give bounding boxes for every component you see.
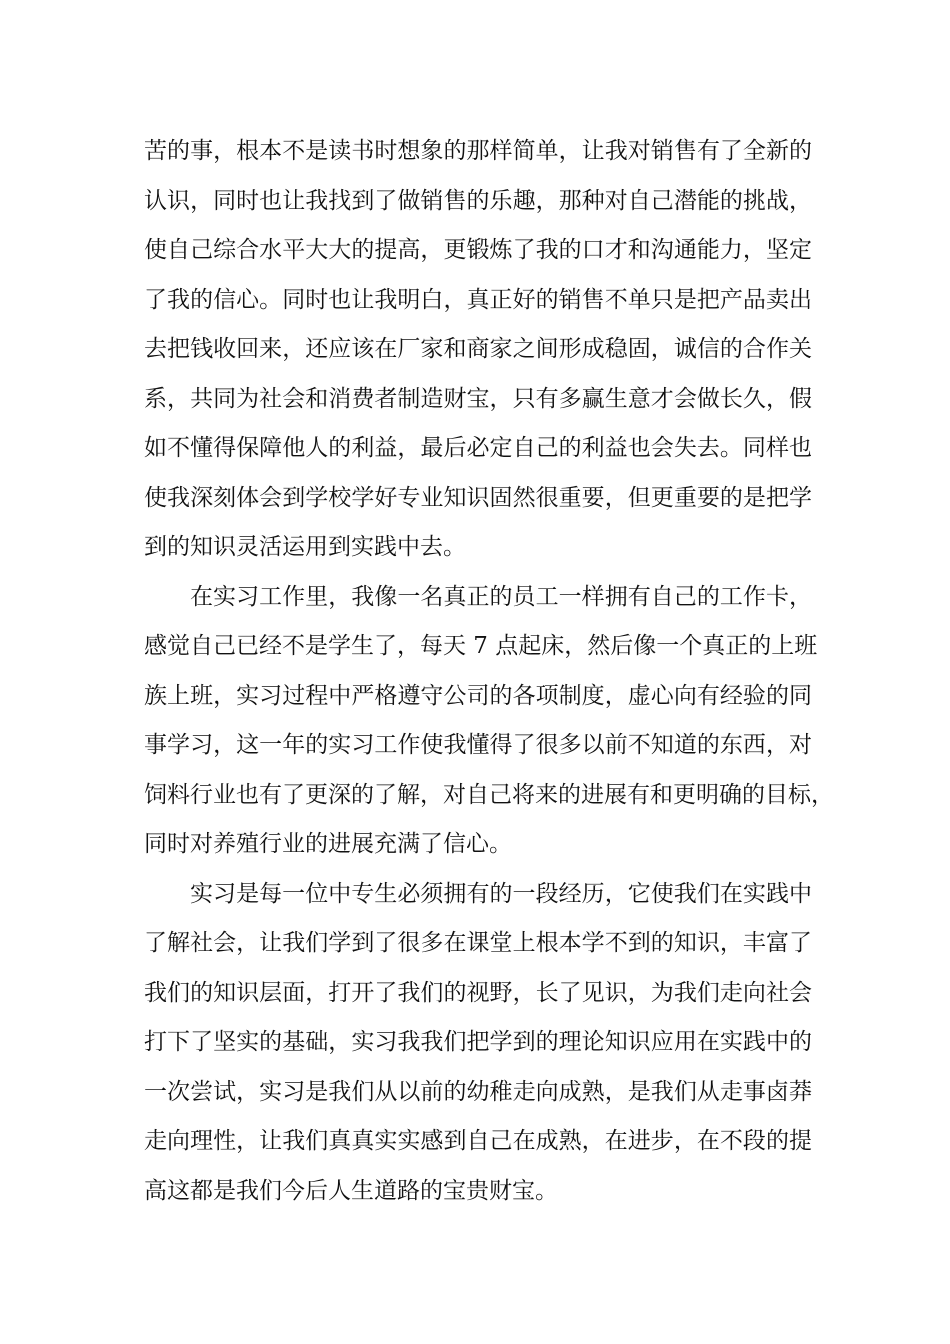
paragraph-3 — [144, 870, 812, 1217]
paragraph-line: 了解社会，让我们学到了很多在课堂上根本学不到的知识，丰富了 — [144, 930, 812, 956]
paragraph-2 — [144, 573, 834, 870]
paragraph-line: 实习是每一位中专生必须拥有的一段经历，它使我们在实践中 — [190, 880, 812, 907]
paragraph-line: 高这都是我们今后人生道路的宝贵财宝。 — [144, 1177, 558, 1204]
paragraph-line: 我们的知识层面，打开了我们的视野，长了见识，为我们走向社会 — [144, 979, 812, 1006]
paragraph-line: 族上班，实习过程中严格遵守公司的各项制度，虚心向有经验的同 — [144, 682, 812, 709]
paragraph-1 — [144, 127, 812, 573]
paragraph-line: 饲料行业也有了更深的了解，对自己将来的进展有和更明确的目标， — [144, 781, 834, 808]
paragraph-line: 事学习，这一年的实习工作使我懂得了很多以前不知道的东西，对 — [144, 732, 812, 758]
paragraph-line: 了我的信心。同时也让我明白，真正好的销售不单只是把产品卖出 — [144, 286, 812, 313]
paragraph-line: 系，共同为社会和消费者制造财宝，只有多赢生意才会做长久，假 — [144, 385, 812, 412]
paragraph-line: 如不懂得保障他人的利益，最后必定自己的利益也会失去。同样也 — [144, 435, 812, 461]
paragraph-line: 感觉自己已经不是学生了，每天 7 点起床，然后像一个真正的上班 — [144, 633, 818, 659]
paragraph-line: 认识，同时也让我找到了做销售的乐趣，那种对自己潜能的挑战， — [144, 187, 812, 214]
paragraph-line: 走向理性，让我们真真实实感到自己在成熟，在进步，在不段的提 — [144, 1128, 812, 1154]
document-body — [144, 127, 834, 1216]
paragraph-line: 打下了坚实的基础，实习我我们把学到的理论知识应用在实践中的 — [144, 1029, 812, 1055]
paragraph-line: 同时对养殖行业的进展充满了信心。 — [144, 831, 512, 857]
paragraph-line: 在实习工作里，我像一名真正的员工一样拥有自己的工作卡， — [190, 583, 812, 610]
paragraph-line: 苦的事，根本不是读书时想象的那样简单，让我对销售有了全新的 — [144, 138, 812, 164]
paragraph-line: 使自己综合水平大大的提高，更锻炼了我的口才和沟通能力，坚定 — [144, 237, 812, 263]
paragraph-line: 到的知识灵活运用到实践中去。 — [144, 534, 466, 560]
paragraph-line: 去把钱收回来，还应该在厂家和商家之间形成稳固，诚信的合作关 — [144, 336, 812, 362]
paragraph-line: 一次尝试，实习是我们从以前的幼稚走向成熟，是我们从走事卤莽 — [144, 1078, 812, 1105]
paragraph-line: 使我深刻体会到学校学好专业知识固然很重要，但更重要的是把学 — [144, 484, 812, 511]
